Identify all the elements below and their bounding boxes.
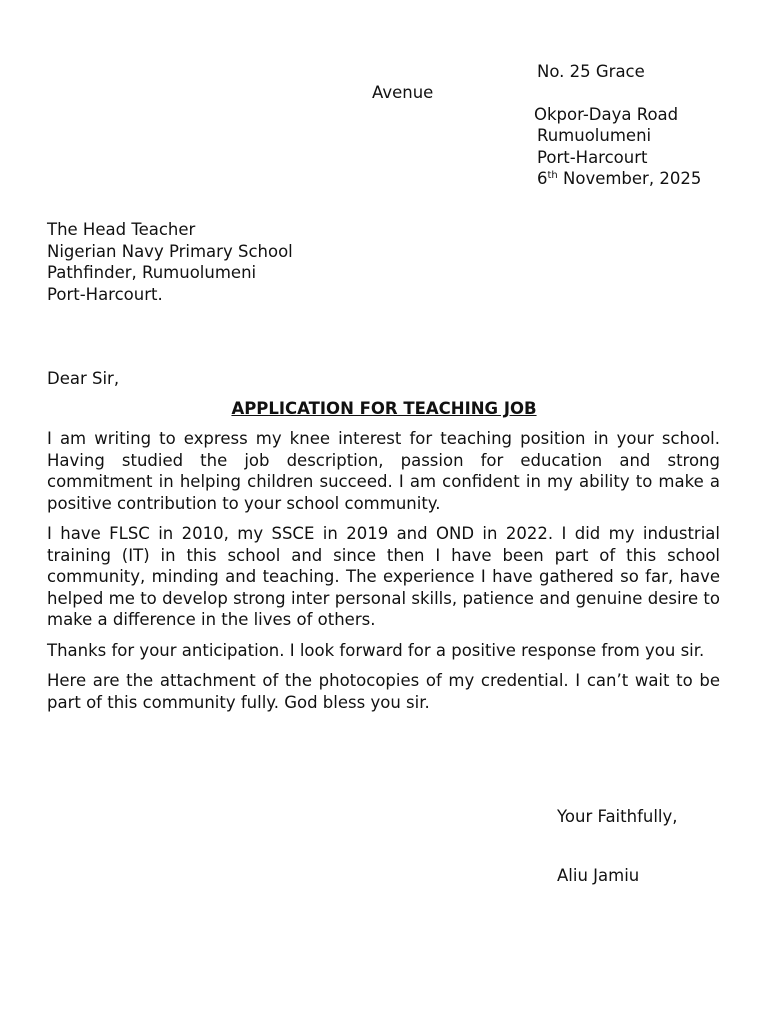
letter-body	[47, 428, 720, 722]
sender-address-line-1-continued: Avenue	[372, 83, 434, 102]
body-paragraph-2: I have FLSC in 2010, my SSCE in 2019 and OND in 2022. I did my industrial training (IT) in this school and since then I have been part of this school community, minding and teaching. The experience I have gathered so far, have helped me to develop strong inter personal skills, patience and genuine desire to make a difference in the lives of others.	[47, 524, 720, 629]
letter-date	[537, 168, 701, 189]
closing: Your Faithfully,	[557, 807, 678, 826]
body-paragraph-3: Thanks for your anticipation. I look forward for a positive response from you sir.	[47, 640, 705, 660]
recipient-line-4: Port-Harcourt.	[47, 284, 163, 304]
recipient-line-1: The Head Teacher	[47, 220, 196, 239]
recipient-line-3: Pathfinder, Rumuolumeni	[47, 263, 257, 282]
sender-address-line-3: Rumuolumeni	[537, 126, 652, 145]
date-suffix: th	[547, 170, 558, 181]
sender-address-line-2: Okpor-Daya Road	[534, 105, 679, 124]
salutation: Dear Sir,	[47, 369, 120, 388]
date-month-year: November, 2025	[557, 169, 702, 188]
date-day: 6	[537, 169, 548, 188]
body-paragraph-4: Here are the attachment of the photocopies of my credential. I can’t wait to be part of this community fully. God bless you sir.	[47, 671, 720, 712]
recipient-address	[47, 219, 293, 305]
sender-address-line-1: No. 25 Grace	[537, 62, 645, 81]
signature-name: Aliu Jamiu	[557, 866, 640, 885]
recipient-line-2: Nigerian Navy Primary School	[47, 241, 293, 261]
letter-subject: APPLICATION FOR TEACHING JOB	[231, 399, 537, 418]
sender-address-line-4: Port-Harcourt	[537, 148, 648, 167]
body-paragraph-1: I am writing to express my knee interest for teaching position in your school. Having studied the job description, passion for education and strong commitment in helping children succeed. I am confident in my ability to make a positive contribution to your school community.	[47, 429, 720, 513]
